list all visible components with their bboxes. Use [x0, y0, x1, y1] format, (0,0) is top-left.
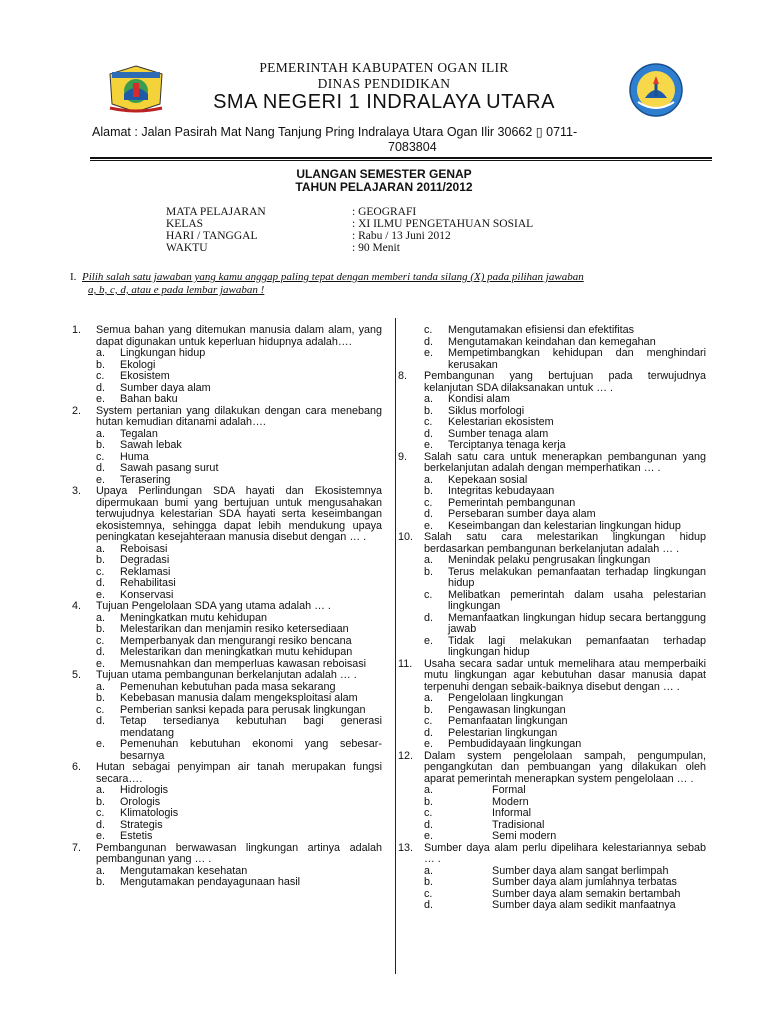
option-text: Sumber daya alam sangat berlimpah [492, 864, 669, 877]
info-value: : 90 Menit [352, 242, 400, 254]
option-letter: b. [424, 404, 434, 417]
option-letter: d. [424, 818, 434, 831]
address-line-1: Alamat : Jalan Pasirah Mat Nang Tanjung Pring Indralaya Utara Ogan Ilir 30662 ▯ 0711- [92, 125, 578, 139]
option-text: Melibatkan pemerintah dalam usaha pelestarian lingkungan [448, 588, 706, 612]
option-letter: a. [424, 864, 434, 877]
question-number: 3. [72, 485, 82, 497]
answer-option [398, 797, 706, 809]
option-letter: e. [96, 393, 106, 405]
header-rule-thin [90, 160, 712, 161]
instruction-line-1: Pilih salah satu jawaban yang kamu anggap paling tepat dengan memberi tanda silang (X) pada pilihan jawaban [82, 271, 584, 283]
question-stem [72, 762, 382, 785]
option-letter: b. [424, 795, 434, 808]
option-letter: b. [424, 703, 434, 716]
option-text: Melestarikan dan meningkatkan mutu kehidupan [120, 646, 353, 658]
answer-option [72, 440, 382, 452]
option-letter: c. [96, 450, 105, 463]
option-text: Kebebasan manusia dalam mengeksploitasi alam [120, 692, 358, 704]
option-letter: c. [424, 887, 433, 900]
option-letter: a. [96, 347, 106, 359]
option-letter: d. [424, 611, 434, 624]
info-row [166, 230, 533, 242]
option-letter: c. [424, 324, 433, 336]
question-number: 8. [398, 370, 408, 382]
info-value: : XI ILMU PENGETAHUAN SOSIAL [352, 218, 534, 230]
option-letter: c. [96, 565, 105, 578]
answer-option [398, 590, 706, 613]
question-number: 4. [72, 600, 82, 612]
option-letter: e. [424, 830, 434, 842]
option-text: Estetis [120, 830, 153, 842]
school-address [92, 125, 702, 155]
question-text: Usaha secara sadar untuk memelihara atau memperbaiki mutu lingkungan agar kebutuhan dasar manusia dapat terpenuhi dengan sebaik-baiknya disebut dengan … . [424, 657, 706, 693]
answer-option [72, 383, 382, 395]
answer-option [72, 452, 382, 464]
option-letter: d. [96, 818, 106, 831]
answer-option [72, 429, 382, 441]
option-letter: a. [96, 680, 106, 693]
question-text: Salah satu cara melestarikan lingkungan hidup berdasarkan pembangunan berkelanjutan adalah … . [424, 531, 706, 555]
option-text: Mengutamakan keindahan dan kemegahan [448, 335, 656, 348]
question-number: 5. [72, 669, 82, 681]
option-text: Informal [492, 807, 532, 819]
option-text: Persebaran sumber daya alam [448, 508, 596, 520]
question-number: 1. [72, 324, 82, 336]
option-text: Terus melakukan pemanfaatan terhadap lingkungan hidup [448, 565, 706, 589]
option-text: Melestarikan dan menjamin resiko ketersediaan [120, 623, 349, 635]
option-text: Tradisional [492, 818, 545, 831]
option-letter: e. [96, 657, 106, 670]
option-letter: e. [424, 634, 434, 647]
option-letter: b. [96, 692, 106, 704]
answer-option [398, 394, 706, 406]
question-text: Tujuan Pengelolaan SDA yang utama adalah … . [96, 600, 331, 612]
question-text: Salah satu cara untuk menerapkan pembangunan yang berkelanjutan adalah dengan memperhatikan … . [424, 450, 706, 474]
info-key: WAKTU [166, 242, 208, 254]
option-text: Memperbanyak dan mengurangi resiko bencana [120, 634, 352, 647]
department-heading: DINAS PENDIDIKAN [317, 76, 451, 91]
question-stem [398, 843, 706, 866]
option-text: Konservasi [120, 588, 174, 601]
question-text: Pembangunan berwawasan lingkungan artinya adalah pembangunan yang … . [96, 841, 382, 865]
answer-option [72, 578, 382, 590]
question-text: Upaya Perlindungan SDA hayati dan Ekosistemnya dipermukaan bumi yang bertujuan untuk mengusahakan terwujudnya kelestarian SDA hayati serta keseimbangan ekosistemnya, sehingga dapat lebih mendukung upaya peningkatan kesejahteraan manusia disebut dengan … . [96, 485, 382, 543]
answer-option [398, 900, 706, 912]
option-letter: a. [96, 427, 106, 440]
answer-option [72, 739, 382, 762]
option-letter: e. [424, 347, 434, 359]
question-text: Tujuan utama pembangunan berkelanjutan adalah … . [96, 669, 357, 681]
option-letter: c. [424, 496, 433, 509]
option-text: Pemberian sanksi kepada para perusak lingkungan [120, 703, 366, 716]
option-letter: a. [96, 542, 106, 555]
option-letter: d. [424, 899, 434, 911]
option-text: Pembudidayaan lingkungan [448, 738, 582, 750]
option-text: Sawah pasang surut [120, 462, 219, 474]
option-text: Reklamasi [120, 565, 171, 578]
option-text: Sumber daya alam [120, 381, 211, 394]
option-text: Memanfaatkan lingkungan hidup secara bertanggung jawab [448, 611, 706, 635]
answer-option [72, 785, 382, 797]
exam-info [166, 206, 533, 254]
option-text: Mempetimbangkan kehidupan dan menghindari kerusakan [448, 347, 706, 371]
question-stem [398, 371, 706, 394]
option-text: Pelestarian lingkungan [448, 726, 558, 739]
answer-option [398, 785, 706, 797]
option-text: Pemenuhan kebutuhan pada masa sekarang [120, 680, 336, 693]
option-letter: c. [96, 370, 105, 382]
option-text: Semi modern [492, 830, 557, 842]
option-letter: a. [424, 554, 434, 566]
option-letter: b. [96, 876, 106, 888]
option-text: Formal [492, 784, 526, 796]
info-row [166, 206, 533, 218]
answer-option [72, 371, 382, 383]
option-text: Pemenuhan kebutuhan ekonomi yang sebesar-besarnya [120, 738, 382, 762]
question-column-left [72, 325, 382, 889]
option-letter: e. [424, 439, 434, 451]
option-text: Sumber daya alam semakin bertambah [492, 887, 681, 900]
exam-title: ULANGAN SEMESTER GENAP [296, 167, 472, 181]
option-letter: b. [96, 554, 106, 566]
option-text: Mengutamakan kesehatan [120, 864, 248, 877]
answer-option [72, 555, 382, 567]
question-stem [398, 751, 706, 786]
option-text: Lingkungan hidup [120, 347, 206, 359]
question-text: Pembangunan yang bertujuan pada terwujudnya kelanjutan SDA dilaksanakan untuk … . [424, 370, 706, 394]
column-divider [395, 318, 396, 974]
option-letter: c. [424, 588, 433, 601]
option-text: Terasering [120, 473, 171, 486]
option-text: Kelestarian ekosistem [448, 416, 554, 428]
answer-option [398, 348, 706, 371]
option-text: Klimatologis [120, 807, 179, 819]
option-text: Mengutamakan pendayagunaan hasil [120, 876, 301, 888]
address-line-2: 7083804 [388, 140, 437, 154]
question-number: 11. [398, 657, 413, 670]
option-text: Siklus morfologi [448, 404, 525, 417]
answer-option [398, 567, 706, 590]
info-key: MATA PELAJARAN [166, 206, 266, 218]
info-value: : GEOGRAFI [352, 206, 417, 218]
option-text: Modern [492, 795, 529, 808]
option-text: Menindak pelaku pengrusakan lingkungan [448, 554, 651, 566]
option-text: Strategis [120, 818, 163, 831]
question-text: Sumber daya alam perlu dipelihara kelestariannya sebab … . [424, 841, 706, 865]
option-letter: c. [424, 416, 433, 428]
answer-option [398, 417, 706, 429]
option-text: Ekologi [120, 358, 156, 371]
option-letter: d. [424, 427, 434, 440]
option-letter: c. [96, 807, 105, 819]
option-text: Pemanfaatan lingkungan [448, 715, 568, 727]
option-letter: a. [96, 864, 106, 877]
option-letter: e. [96, 830, 106, 842]
question-number: 10. [398, 531, 414, 543]
government-heading: PEMERINTAH KABUPATEN OGAN ILIR [259, 60, 509, 75]
option-text: Orologis [120, 795, 161, 808]
option-text: Tegalan [120, 427, 158, 440]
option-letter: d. [96, 577, 106, 589]
option-letter: d. [96, 646, 106, 658]
option-text: Memusnahkan dan memperluas kawasan reboisasi [120, 657, 367, 670]
answer-option [72, 797, 382, 809]
answer-option [72, 463, 382, 475]
option-letter: e. [96, 738, 106, 750]
info-key: KELAS [166, 218, 204, 230]
answer-option [72, 820, 382, 832]
answer-option [72, 348, 382, 360]
info-row [166, 218, 533, 230]
question-number: 2. [72, 404, 82, 417]
question-stem [398, 659, 706, 694]
option-letter: d. [96, 462, 106, 474]
option-text: Tidak lagi melakukan pemanfaatan terhadap lingkungan hidup [448, 634, 706, 658]
option-text: Rehabilitasi [120, 577, 176, 589]
option-text: Sawah lebak [120, 439, 182, 451]
question-stem [398, 452, 706, 475]
option-text: Degradasi [120, 554, 170, 566]
question-text: System pertanian yang dilakukan dengan cara menebang hutan kemudian ditanami adalah…. [96, 404, 382, 428]
option-letter: c. [96, 634, 105, 647]
option-letter: a. [424, 473, 434, 486]
option-letter: a. [424, 692, 434, 704]
option-letter: a. [424, 393, 434, 405]
option-letter: b. [424, 485, 434, 497]
question-text: Hutan sebagai penyimpan air tanah merupakan fungsi secara…. [96, 761, 382, 785]
option-text: Mengutamakan efisiensi dan efektifitas [448, 324, 635, 336]
option-text: Sumber tenaga alam [448, 427, 549, 440]
exam-year: TAHUN PELAJARAN 2011/2012 [295, 180, 473, 194]
option-text: Keseimbangan dan kelestarian lingkungan hidup [448, 519, 681, 532]
option-text: Reboisasi [120, 542, 168, 555]
option-text: Pengelolaan lingkungan [448, 692, 564, 704]
answer-option [398, 636, 706, 659]
info-value: : Rabu / 13 Juni 2012 [352, 230, 451, 242]
answer-option [72, 877, 382, 889]
option-letter: b. [424, 565, 434, 578]
option-text: Integritas kebudayaan [448, 485, 555, 497]
option-letter: e. [96, 473, 106, 486]
section-number: I. [70, 271, 77, 283]
option-letter: c. [424, 715, 433, 727]
info-key: HARI / TANGGAL [166, 230, 258, 242]
question-text: Dalam system pengelolaan sampah, pengumpulan, pengangkutan dan pembuangan yang dilakukan oleh aparat pemerintah menerapkan system pengelolaan … . [424, 749, 706, 785]
option-letter: b. [96, 439, 106, 451]
question-number: 13. [398, 841, 414, 854]
option-letter: a. [424, 784, 434, 796]
answer-option [398, 808, 706, 820]
option-letter: b. [96, 623, 106, 635]
option-letter: d. [96, 715, 106, 727]
info-row [166, 242, 533, 254]
option-text: Hidrologis [120, 784, 169, 796]
option-letter: c. [96, 703, 105, 716]
answer-option [72, 808, 382, 820]
option-letter: d. [424, 726, 434, 739]
answer-option [72, 567, 382, 579]
option-letter: d. [424, 508, 434, 520]
option-text: Kondisi alam [448, 393, 510, 405]
option-text: Terciptanya tenaga kerja [448, 439, 566, 451]
option-letter: b. [96, 795, 106, 808]
option-text: Pengawasan lingkungan [448, 703, 566, 716]
option-letter: a. [96, 611, 106, 624]
option-text: Meningkatkan mutu kehidupan [120, 611, 268, 624]
option-letter: b. [96, 358, 106, 371]
question-number: 9. [398, 450, 408, 463]
option-text: Ekosistem [120, 370, 170, 382]
option-letter: e. [424, 738, 434, 750]
question-number: 6. [72, 761, 82, 773]
question-stem [72, 406, 382, 429]
option-text: Pemerintah pembangunan [448, 496, 576, 509]
question-stem [72, 325, 382, 348]
question-stem [72, 486, 382, 544]
header-rule-thick [90, 157, 712, 159]
option-letter: c. [424, 807, 433, 819]
question-stem [72, 843, 382, 866]
option-letter: b. [424, 876, 434, 888]
school-name: SMA NEGERI 1 INDRALAYA UTARA [213, 91, 555, 113]
option-letter: e. [96, 588, 106, 601]
answer-option [72, 360, 382, 372]
instruction-line-2: a, b, c, d, atau e pada lembar jawaban ! [88, 284, 265, 296]
option-text: Sumber daya alam jumlahnya terbatas [492, 876, 677, 888]
answer-option [72, 716, 382, 739]
option-letter: e. [424, 519, 434, 532]
option-text: Huma [120, 450, 149, 463]
option-text: Sumber daya alam sedikit manfaatnya [492, 899, 676, 911]
option-letter: d. [424, 335, 434, 348]
option-text: Bahan baku [120, 393, 178, 405]
question-stem [398, 532, 706, 555]
option-letter: a. [96, 784, 106, 796]
option-text: Tetap tersedianya kebutuhan bagi generasi mendatang [120, 715, 382, 739]
question-number: 12. [398, 749, 414, 762]
answer-option [398, 613, 706, 636]
option-letter: d. [96, 381, 106, 394]
question-text: Semua bahan yang ditemukan manusia dalam alam, yang dapat digunakan untuk keperluan hidupnya adalah…. [96, 324, 382, 348]
question-column-right [398, 325, 706, 912]
answer-option [72, 544, 382, 556]
option-text: Kepekaan sosial [448, 473, 528, 486]
question-number: 7. [72, 841, 82, 854]
